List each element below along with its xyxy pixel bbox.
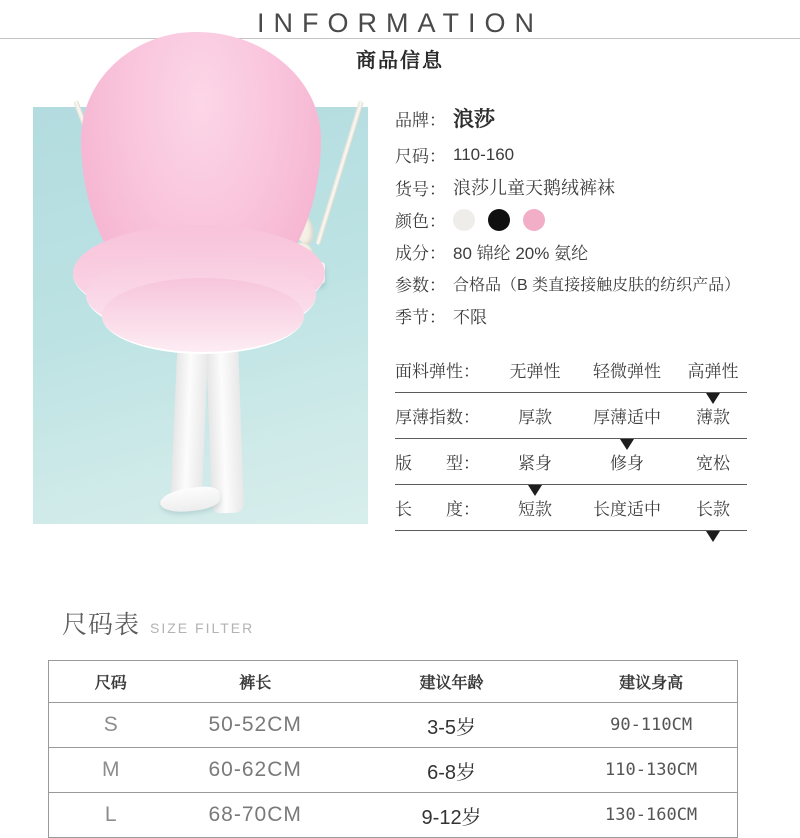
size-row-s (49, 703, 738, 748)
attr-option: 薄款 (696, 408, 730, 427)
attr-option: 长度适中 (593, 500, 661, 519)
col-header-height: 建议身高 (565, 661, 737, 703)
size-chart-title-zh: 尺码表 (62, 611, 141, 639)
cell-height: 90-110CM (565, 703, 737, 748)
spec-list (395, 103, 793, 335)
spec-row-brand (395, 103, 793, 133)
cell-age: 9-12岁 (338, 793, 565, 838)
cell-size: S (49, 703, 173, 748)
attr-option: 厚薄适中 (593, 408, 661, 427)
spec-value-size: 110-160 (453, 144, 515, 164)
attr-label-thickness: 厚薄指数： (395, 408, 480, 427)
color-swatches (453, 209, 545, 231)
size-chart-table (48, 660, 738, 838)
attr-row-length (395, 485, 747, 531)
attr-row-thickness (395, 393, 747, 439)
spec-label-material: 成分： (395, 244, 446, 263)
cell-length: 50-52CM (173, 703, 338, 748)
section-title-zh: 商品信息 (356, 50, 444, 72)
size-row-l (49, 793, 738, 838)
spec-label-item-no: 货号： (395, 179, 446, 199)
spec-label-season: 季节： (395, 308, 446, 327)
cell-age: 3-5岁 (338, 703, 565, 748)
tutu-ruffle-3 (102, 278, 304, 354)
cell-size: L (49, 793, 173, 838)
cell-height: 130-160CM (565, 793, 737, 838)
spec-value-item-no: 浪莎儿童天鹅绒裤袜 (453, 178, 615, 198)
spec-value-brand: 浪莎 (453, 108, 495, 131)
attr-option: 紧身 (518, 454, 552, 473)
spec-label-params: 参数： (395, 276, 446, 295)
size-row-m (49, 748, 738, 793)
attr-option: 长款 (696, 500, 730, 519)
attribute-matrix (395, 347, 747, 531)
attr-option: 宽松 (696, 454, 730, 473)
spec-row-color (395, 207, 793, 232)
cell-size: M (49, 748, 173, 793)
attr-option: 修身 (610, 454, 644, 473)
spec-row-size (395, 142, 793, 167)
cell-length: 60-62CM (173, 748, 338, 793)
spec-value-material: 80 锦纶 20% 氨纶 (453, 244, 589, 263)
attr-option: 无弹性 (509, 362, 561, 381)
attr-row-elasticity (395, 347, 747, 393)
color-swatch-pink (523, 209, 545, 231)
size-chart-heading (62, 605, 254, 641)
cell-length: 68-70CM (173, 793, 338, 838)
attr-option: 轻微弹性 (593, 362, 661, 381)
attr-label-elasticity: 面料弹性： (395, 362, 480, 381)
selection-triangle-icon (528, 485, 542, 496)
color-swatch-black (488, 209, 510, 231)
col-header-length: 裤长 (173, 661, 338, 703)
attr-option: 短款 (518, 500, 552, 519)
selection-triangle-icon (706, 393, 720, 404)
child-foot (159, 484, 221, 514)
product-photo (33, 107, 368, 524)
spec-label-color: 颜色： (395, 212, 446, 231)
spec-label-brand: 品牌： (395, 110, 446, 130)
col-header-size: 尺码 (49, 661, 173, 703)
section-title-en: INFORMATION (257, 8, 543, 38)
pink-tutu-skirt (73, 32, 329, 367)
cell-age: 6-8岁 (338, 748, 565, 793)
selection-triangle-icon (706, 531, 720, 542)
size-chart-title-en: SIZE FILTER (150, 620, 255, 636)
spec-row-material (395, 239, 793, 264)
selection-triangle-icon (620, 439, 634, 450)
spec-row-item-no (395, 174, 793, 200)
cell-height: 110-130CM (565, 748, 737, 793)
attr-label-fit: 版 型： (395, 454, 480, 473)
size-table-header-row (49, 661, 738, 703)
spec-row-season (395, 303, 793, 328)
spec-value-params: 合格品（B 类直接接触皮肤的纺织产品） (453, 277, 741, 294)
attr-option: 厚款 (518, 408, 552, 427)
spec-row-params (395, 271, 793, 296)
attr-row-fit (395, 439, 747, 485)
spec-label-size: 尺码： (395, 147, 446, 166)
attr-label-length: 长 度： (395, 500, 480, 519)
attr-option: 高弹性 (687, 362, 739, 381)
col-header-age: 建议年龄 (338, 661, 565, 703)
color-swatch-white (453, 209, 475, 231)
spec-value-season: 不限 (453, 308, 487, 327)
